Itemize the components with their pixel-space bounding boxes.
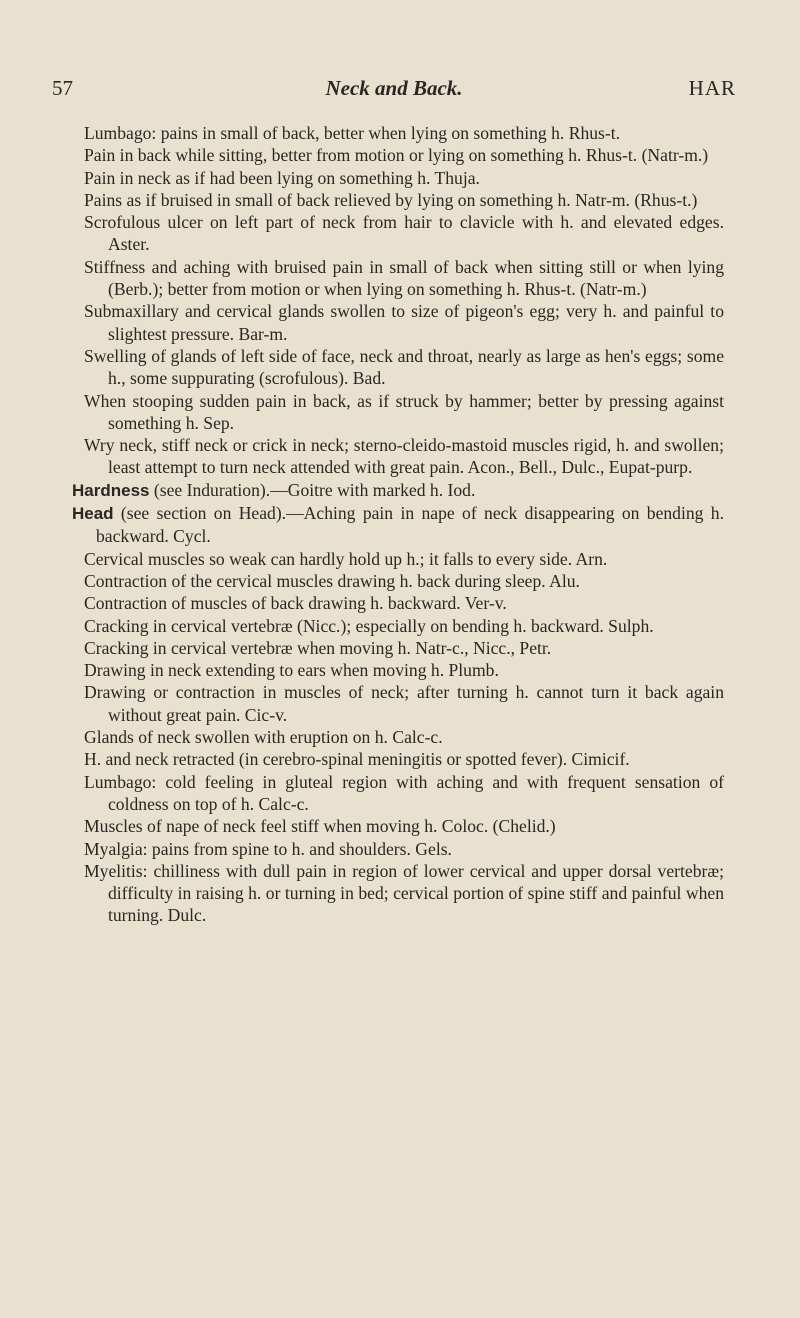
entry: Pain in back while sitting, better from motion or lying on something h. Rhus-t. (Natr-m.)	[84, 145, 709, 166]
main-entry-head	[72, 502, 724, 548]
section-title: Neck and Back.	[325, 76, 463, 100]
entry: Wry neck, stiff neck or crick in neck; sterno-cleido-mastoid muscles rigid, h. and swollen; least attempt to turn neck attended with great pain. Acon., Bell., Dulc., Eupat-purp.	[84, 435, 724, 478]
main-entry-text: (see section on Head).—Aching pain in nape of neck disappearing on bending h. backward. Cycl.	[96, 503, 724, 547]
entry: Submaxillary and cervical glands swollen to size of pigeon's egg; very h. and painful to slightest pressure. Bar-m.	[84, 301, 724, 344]
entry: Lumbago: cold feeling in gluteal region with aching and with frequent sensation of coldness on top of h. Calc-c.	[84, 771, 724, 814]
entry: Pain in neck as if had been lying on something h. Thuja.	[84, 167, 480, 188]
entry: Scrofulous ulcer on left part of neck from hair to clavicle with h. and elevated edges. Aster.	[84, 212, 724, 255]
headword: Hardness	[72, 480, 150, 500]
running-header	[52, 76, 736, 104]
entry: When stooping sudden pain in back, as if struck by hammer; better by pressing against something h. Sep.	[84, 390, 724, 433]
main-entry-text: (see Induration).—Goitre with marked h. Iod.	[149, 479, 476, 500]
entry: Myalgia: pains from spine to h. and shoulders. Gels.	[84, 838, 452, 859]
entry: Glands of neck swollen with eruption on h. Calc-c.	[84, 727, 443, 748]
headword: Head	[72, 504, 114, 524]
page-number: 57	[52, 76, 73, 100]
entry-list	[72, 122, 724, 927]
entry: Myelitis: chilliness with dull pain in region of lower cervical and upper dorsal vertebræ; difficulty in raising h. or turning in bed; cervical portion of spine stiff and painful when turning. Dulc.	[84, 860, 724, 926]
entry: Pains as if bruised in small of back relieved by lying on something h. Natr-m. (Rhus-t.)	[84, 189, 698, 210]
entry: Cracking in cervical vertebræ (Nicc.); especially on bending h. backward. Sulph.	[84, 615, 654, 636]
entry: Contraction of muscles of back drawing h. backward. Ver-v.	[84, 593, 507, 614]
entry: Drawing or contraction in muscles of neck; after turning h. cannot turn it back again without great pain. Cic-v.	[84, 682, 724, 725]
entry: Stiffness and aching with bruised pain in small of back when sitting still or when lying (Berb.); better from motion or when lying on something h. Rhus-t. (Natr-m.)	[84, 256, 724, 300]
entry: Drawing in neck extending to ears when moving h. Plumb.	[84, 660, 499, 681]
entry: Swelling of glands of left side of face, neck and throat, nearly as large as hen's eggs; some h., some suppurating (scrofulous). Bad.	[84, 345, 724, 389]
main-entry-hardness	[72, 479, 724, 502]
entry: Contraction of the cervical muscles drawing h. back during sleep. Alu.	[84, 570, 580, 591]
entry: Cracking in cervical vertebræ when moving h. Natr-c., Nicc., Petr.	[84, 637, 552, 658]
entry: H. and neck retracted (in cerebro-spinal meningitis or spotted fever). Cimicif.	[84, 749, 630, 770]
entry: Muscles of nape of neck feel stiff when moving h. Coloc. (Chelid.)	[84, 816, 556, 837]
entry: Lumbago: pains in small of back, better when lying on something h. Rhus-t.	[84, 123, 621, 143]
index-key: HAR	[688, 76, 736, 100]
entry: Cervical muscles so weak can hardly hold up h.; it falls to every side. Arn.	[84, 548, 608, 569]
